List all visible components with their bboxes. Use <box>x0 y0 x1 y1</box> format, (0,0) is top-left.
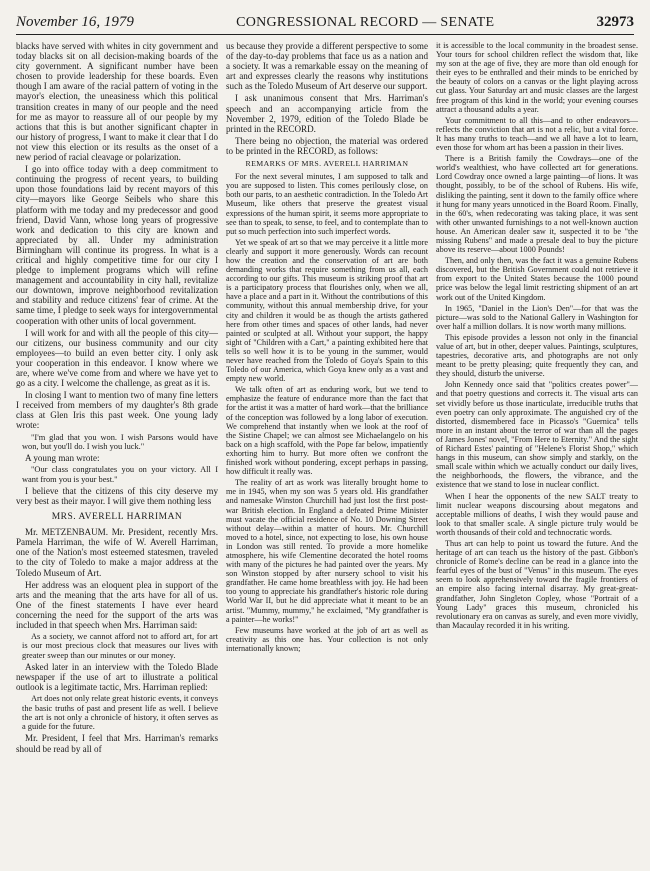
paragraph: For the next several minutes, I am supposed to talk and you are supposed to listen. This comes perilously close, on both our parts, to an aesthetic contradiction. In the Toledo Art Museum, like others that preserve the greatest visual expressions of the human spirit, it seems more appropriate to see than to speak, to sense, to feel, and to contemplate than to put so much perfection into such imperfect words. <box>226 172 428 236</box>
column-left <box>16 41 218 756</box>
quote: "I'm glad that you won. I wish Parsons would have won, but you'll do. I wish you luck." <box>22 432 218 451</box>
column-middle <box>226 41 428 756</box>
paragraph: In 1965, "Daniel in the Lion's Den"—for that was the picture—was sold to the National Gallery in Washington for over half a million dollars. It is now worth many millions. <box>436 303 638 331</box>
paragraph: When I hear the opponents of the new SALT treaty to limit nuclear weapons discoursing about megatons and acceptable millions of deaths, I wish they would pause and look to that smaller scale. A single picture truly would be worth thousands of their cold and technocratic words. <box>436 491 638 537</box>
paragraph: Her address was an eloquent plea in support of the arts and the meaning that the arts have for all of us. One of the finest statements I have ever heard concerning the need for the support of the arts was included in that speech when Mrs. Harriman said: <box>16 579 218 630</box>
paragraph: Asked later in an interview with the Toledo Blade newspaper if the use of art to illustrate a political outlook is a legitimate tactic, Mrs. Harriman replied: <box>16 661 218 693</box>
page-header <box>16 14 634 35</box>
paragraph: In closing I want to mention two of many fine letters I received from members of my daughter's 8th grade class at Glen Iris this past week. One young lady wrote: <box>16 390 218 431</box>
quote: Art does not only relate great historic events, it conveys the basic truths of past and present life as well. I believe the art is not only a chronicle of history, it often serves as a guide for the future. <box>22 694 218 732</box>
paragraph: Mr. METZENBAUM. Mr. President, recently Mrs. Pamela Harriman, the wife of W. Averell Harriman, one of the Nation's most esteemed statesmen, traveled to the city of Toledo to make a major address at the Toledo Museum of Art. <box>16 527 218 578</box>
header-title: CONGRESSIONAL RECORD — SENATE <box>236 15 495 30</box>
paragraph: Thus art can help to point us toward the future. And the heritage of art can teach us the history of the past. Gibbon's chronicle of Rome's decline can be read in a glance into the fearful eyes of the bust of "Venus" in this museum. The eyes seem to look apprehensively toward the fragile frontiers of an empire also facing internal disarray. My great-great-grandfather, John Singleton Copley, whose "Portrait of a Young Lady" graces this museum, chronicled his revolutionary era on canvas as surely, and even more vividly, than Macaulay recorded it in his writing. <box>436 538 638 630</box>
paragraph: Mr. President, I feel that Mrs. Harriman's remarks should be read by all of <box>16 733 218 754</box>
paragraph: us because they provide a different perspective to some of the day-to-day problems that face us as a nation and a society. It was a remarkable essay on the meaning of art and expresses clearly the reasons why institutions such as the Toledo Museum of Art deserve our support. <box>226 41 428 92</box>
paragraph: blacks have served with whites in city government and today blacks sit on all decision-making boards of the city government. A significant number have been chosen to provide leadership for these boards. Even though I am aware of the racial pattern of voting in the mayor's election, the uneasiness which this political transition creates in many of our people and the need for me as mayor to reassure all of our people by my actions that this is but another significant chapter in our history of progress, I want to make it clear that I do not view this election or its results as the onset of a new period of racial cleavage or polarization. <box>16 41 218 163</box>
remarks-subheading: REMARKS OF MRS. AVERELL HARRIMAN <box>245 159 409 169</box>
paragraph: Then, and only then, was the fact it was a genuine Rubens discovered, but the British Government could not retrieve it from export to the United States because the 1000 pound price was below the legal limit restricting shipment of an art work out of the United Kingdom. <box>436 256 638 302</box>
paragraph: I believe that the citizens of this city deserve my very best as their mayor. I will give them nothing less <box>16 485 218 506</box>
section-heading: MRS. AVERELL HARRIMAN <box>51 512 183 523</box>
quote: As a society, we cannot afford not to afford art, for art is our most precious clock that measures our lives with greater sweep than our minutes or our money. <box>22 632 218 660</box>
paragraph: I will work for and with all the people of this city—our citizens, our business community and our city employees—to build an even better city. I only ask your cooperation in this endeavor. I know where we are, where we've come from and where we have yet to go as a city. I welcome the challenge, as great as it is. <box>16 327 218 389</box>
paragraph: This episode provides a lesson not only in the financial value of art, but in other, deeper values. Paintings, sculptures, tapestries, decorative arts, and photographs are not only meant to be pretty pleasing; quite frequently they can, and they should, disturb the universe. <box>436 332 638 379</box>
paragraph: it is accessible to the local community in the broadest sense. Your tours for school children reflect the wisdom that, like my son at the age of five, they are more than old enough for their eyes to be enthralled and their minds to be enriched by the beauty of colors on a canvas or the light playing across cut glass. Your Saturday art and music classes are the largest free program of this kind in the world; your evening courses attract a thousand adults a year. <box>436 41 638 114</box>
paragraph: I go into office today with a deep commitment to continuing the progress of recent years, to building upon those foundations laid by recent mayors of this city—mayors like George Seibels who share this platform with me today and my predecessor and good friend, David Vann, whose long years of progressive work and dedication to this city are known and appreciated by all. Under my administration Birmingham will continue its progress. In what is a critical and highly competitive time for our city I pledge to implement programs which will refine management and accountability in city hall, revitalize our downtown, improve neighborhood revitalization and stability and reduce citizens' fear of crime. At the same time, I pledge to seek ways for intergovernmental cooperation with other units of local government. <box>16 164 218 326</box>
paragraph: There is a British family the Cowdrays—one of the world's wealthiest, who have collected art for generations. Lord Cowdray once owned a large painting—of lions. It was thought, possibly, to be of the school of Rubens. His wife, disliking the painting, sent it down to the family office where it hung for many years unnoticed in the Board Room. Finally, in the 60's, when redecorating was taking place, it was sent with other unwanted furnishings to a not well-known auction house. An American dealer saw it, suspected it to be "the missing Rubens" and made a presale deal to buy the picture above its reserve—about 1000 Pounds! <box>436 154 638 255</box>
quote: "Our class congratulates you on your victory. All I want from you is your best." <box>22 465 218 484</box>
paragraph: Yet we speak of art so that we may perceive it a little more clearly and support it more generously. Words can recount how the creation and the conservation of art are both demanding works that require something from us all, each according to our gifts. This museum is striking proof that art is a participatory process that flourishes only, when we all, have a place and a part in it. Without the contributions of this community, without this annual membership drive, for your city and children it would be as though the artists gathered here from other times and spaces of other lands, had never painted or sculpted at all. Without your support, the happy sight of "Children with a Cart," a painting exhibited here that tells so well how it is to be young in the summer, would never have reached from the Toledo of Goya's Spain to this Toledo of our America, which Goya knew only as a vast and empty new world. <box>226 237 428 384</box>
text-columns <box>16 41 638 756</box>
paragraph: A young man wrote: <box>25 453 100 464</box>
paragraph: I ask unanimous consent that Mrs. Harriman's speech and an accompanying article from the November 2, 1979, edition of the Toledo Blade be printed in the RECORD. <box>226 93 428 134</box>
header-date: November 16, 1979 <box>16 14 134 30</box>
paragraph: We talk often of art as enduring work, but we tend to emphasize the feature of endurance more than the fact that for the artist it was a matter of hard work—that the brilliance of the conception was followed by a long labor of execution. We comprehend that instantly when we look at the roof of the Sistine Chapel; we can almost see Michaelangelo on his back on a high scaffold, with the Pope far below, impatiently exhorting him to hurry. But more often we confront the finished work without pondering, except perhaps in passing, how difficult it really was. <box>226 385 428 477</box>
column-right <box>436 41 638 756</box>
paragraph: Few museums have worked at the job of art as well as creativity as this one has. Your collection is not only internationally known; <box>226 625 428 653</box>
paragraph: John Kennedy once said that "politics creates power"—and that poetry questions and corrects it. The visual arts can set vividly before us those inarticulate, irreducible truths that even poetry can only approximate. The anguished cry of the distorted, dismembered face in Picasso's "Guernica" tells more in an instant about the terror of war than all the pages of James Jones' novel, "From Here to Eternity." And the sight of Richard Estes' painting of "Helene's Florist Shop," which hangs in this museum, can show simply and starkly, on the small scale within which we actually conduct our daily lives, the neighborhoods, the flowers, the vibrance, and the existence that we stand to lose in nuclear conflict. <box>436 380 638 490</box>
header-page-number: 32973 <box>596 14 634 30</box>
paragraph: There being no objection, the material was ordered to be printed in the RECORD, as follows: <box>226 135 428 156</box>
paragraph: Your commitment to all this—and to other endeavors—reflects the conviction that art is not a relic, but a vital force. It has many truths to teach—and we all have a lot to learn, even those for whom art has been a passion in their lives. <box>436 115 638 153</box>
paragraph: The reality of art as work was literally brought home to me in 1945, when my son was 5 years old. His grandfather and namesake Winston Churchill had just lost the first post-war British election. In England a defeated Prime Minister must vacate the official residence of No. 10 Downing Street without delay—within a matter of hours. Mr. Churchill moved to a hotel, since, not expecting to lose, his own house in London was still rented. To provide a more homelike atmosphere, his wife Clementine decorated the hotel rooms with many of the pictures he had painted over the years. My son Winston stopped by after nursery school to visit his grandfather. He came home breathless with joy. He had been too young to appreciate his grandfather's historic role during World War II, but he did appreciate what it meant to be an artist. "Mummy, mummy," he exclaimed, "My grandfather is a painter—he works!" <box>226 478 428 624</box>
